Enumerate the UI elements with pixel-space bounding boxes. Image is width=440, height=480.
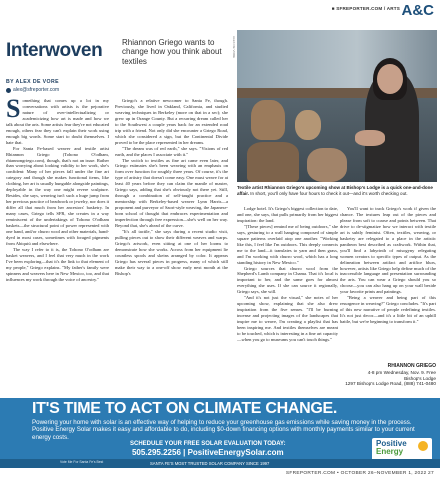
footer-text: SFREPORTER.COM • OCTOBER 26–NOVEMBER 1, 2022 27 [285, 471, 434, 476]
event-info [345, 364, 436, 387]
event-title: RHIANNON GRIEGO [387, 363, 436, 369]
event-venue: Bishop's Lodge [404, 375, 436, 381]
page-footer [0, 470, 440, 480]
byline: BY ALEX DE VORE [6, 79, 59, 85]
ad-body: Powering your home with solar is an effective way of helping to reduce your greenhouse gas emissions while saving money in the process. Positive Energy Solar makes it easy and affordable to do, including $0-down financing options with monthly payments similar to your current energy costs. [32, 419, 415, 441]
article-column-1 [6, 94, 109, 283]
paragraph: The switch to textiles as fine art came even later, and Griego estimates she's been weaving with an emphasis on form over function for roughly three years. Of course, it's the type of artistry that doesn't come easy. One must weave for at least 40 years before they can claim the mantle of master, Griego says, adding that she's obviously not there yet. Still, through a combination of self-taught practice and a mentorship with Berkeley-based weaver Lynn Harris—a proponent and purveyor of Saori-style weaving, the Japanese-born school of thought that embraces experimentation and imperfection through free expression—she's well on her way. Beyond that, she's ahead of the curve. [115, 157, 228, 229]
sun-icon [418, 441, 428, 451]
logo-line-1: Positive [376, 439, 407, 448]
paragraph: "The dream was of red earth," she says. "Visions of red earth, and the places I associate with it." [115, 145, 228, 157]
logo-line-2: Energy [376, 447, 404, 456]
paragraph: Lodge hotel. It's Griego's biggest collection to date, and one, she says, that pulls primarily from her biggest inspiration: the land. [237, 206, 338, 223]
article-deck: Rhiannon Griego wants to change how you think about textiles [122, 38, 222, 66]
ad-vote-badge: Vote Me For Santa Fe's Best [60, 460, 104, 464]
event-address: 1297 Bishop's Lodge Road, (888) 741-0480 [345, 381, 436, 387]
article-column-3 [237, 206, 338, 343]
paragraph: The way I refer to it is, the Tohono O'odham are basket weavers, and I feel that very much in the work I've been exploring—that it's the link to that element of my people," Griego explains. "My father's family were spinners and weavers here in New Mexico, too, and that influences my work through the voice of ancestry." [6, 246, 109, 282]
ad-headline: IT'S TIME TO ACT ON CLIMATE CHANGE. [32, 400, 338, 417]
article-column-2 [115, 98, 228, 277]
paragraph: You'll want to track Griego's work if given the chance. The textures leap out of the pieces and please from soft to coarse and points between. That drive to de-stigmatize how we interact with textile art is subtly feminist. Often, textiles, weaving, or basketry are relegated to a place in the artistic pantheon best described as craftwork. Within that, you'll find a labyrinth of misogyny relegating women creators to specific types of output. As the delineation between artifact and artifice blurs, however, artists like Griego help define much of the inaccessible language and presentation surrounding the arts. You can wear a Griego should you so choose—you can also hang up on your wall beside your favorite prints and paintings. [340, 206, 436, 295]
ad-tagline: SANTA FE'S MOST TRUSTED SOLAR COMPANY SINCE 1997 [150, 461, 270, 466]
article-headline: Interwoven [6, 40, 103, 61]
ad-phone[interactable]: 505.295.2256 | PositiveEnergySolar.com [131, 448, 284, 457]
paragraph: "[These pieces] remind me of being outdoors," she says, gesturing to a wall hanging composed of simple square patterns overlaid atop one another. "Working like this, I feel like I'm outdoors. This deeply connects me to the land—it translates to yarn and then grass, and I'm working with churro wool, which has a long standing history in New Mexico." [237, 223, 338, 265]
paragraph: Something that comes up a lot in my conversations with artists is the pejorative nature of over-intellectualizing or academicizing how art is made and how we talk about the arts. Some artists fear they're not educated enough, others fear they can't explain their work using enough big words. Some start to doubt themselves. I hate that. [6, 94, 109, 145]
email-text: alex@sfreporter.com [13, 87, 60, 93]
paragraph: Griego sources that churro wool from the Shepherd's Lamb company in Chama. That it's local is important to her, and the same goes for almost everything she uses. If she can source it regionally, Griego says, she will. [237, 265, 338, 295]
paragraph: Griego's a relative newcomer to Santa Fe, though. Previously, she lived in Oakland, California, and studied weaving techniques in Berkeley (more on that in a sec); she grew up in Orange County. But a recurring dream called her to the Southwest a couple years back for an extended road trip with a friend. Not only did she encounter a Griego Road, which she considered a sign, but the Continental Divide proved to be the place represented in her dreams. [115, 98, 228, 145]
author-email[interactable] [6, 87, 59, 93]
paragraph: For Santa Fe-based weaver and textile artist Rhiannon Griego (Tohono O'odham, rhiannongriego.com), though, that's not an issue. Rather than worrying about looking validity to her work, she's confident: Many of her pieces fall under the fine art category and though she makes functional items, like clothing, her art is usually hungable alongside paintings, deployable in the way one might revere sculpture. Besides, she says, weaving isn't such a huge jump from her previous practice of beadwork or jewelry, nor does it differ all that much from her ancestors' basketry. In many cases, Griego tells SFR, she creates in a way reminiscent of the undertakings of Tohono O'odham baskets—the structural point of power represented with one hand, and/or churro wool and other materials, hand-dyed in most cases, sometimes with foraged pigments from Abiquiú and elsewhere. [6, 145, 109, 246]
paragraph: "And it's not just the visual," she notes of her upcoming show, explaining that she also drew inspiration from the five senses. "I'll be burning incense and projecting images of the landscapes that inspire me to weave, I'm creating a playlist that has been inspiring me. And textiles themselves are meant to be touched, which is interesting in a fine art capacity—when you go to museums you can't touch things." [237, 295, 338, 342]
photo-caption [237, 185, 437, 196]
caption-rest: In short, you'll only have four hours to check it out—and it's worth checking out. [249, 190, 408, 196]
caption-bold: Textile artist Rhiannon Griego's upcoming show at Bishop's Lodge is a quick one-and-done affair. [237, 185, 433, 196]
email-icon [6, 88, 11, 93]
ad-cta[interactable] [130, 441, 286, 457]
article-photo [237, 30, 437, 182]
paragraph: "It's all tactile," she says during a recent studio visit, pulling pieces out to show their different weaves and warps. Griego's artwork, even sitting at one of her looms to demonstrate how she works. Across from her equipment lie countless spools and skeins arranged by color. It appears Griego has several pieces in progress, many of which still make their way to a one-off show early next month at the Bishop's [115, 228, 228, 276]
section-label: A&C [401, 2, 434, 19]
site-url: ■ SFREPORTER.COM / ARTS [331, 6, 400, 11]
advertisement[interactable] [0, 398, 440, 468]
photo-credit: ALEX DE VORE [232, 36, 236, 59]
drop-cap: S [6, 94, 21, 123]
ad-cta-label: SCHEDULE YOUR FREE SOLAR EVALUATION TODAY: [130, 441, 286, 447]
paragraph: "Being a weaver and being part of this resurgence in weaving?" Griego concludes. "It's part of this new narrative of people redefining textiles. It's not just decor—and it's a little bit of an uphill battle, but we're beginning to transform it." [340, 295, 436, 325]
event-time: 4-8 pm Wednesday, Nov. 9. Free [367, 369, 436, 375]
article-column-4 [340, 206, 436, 325]
